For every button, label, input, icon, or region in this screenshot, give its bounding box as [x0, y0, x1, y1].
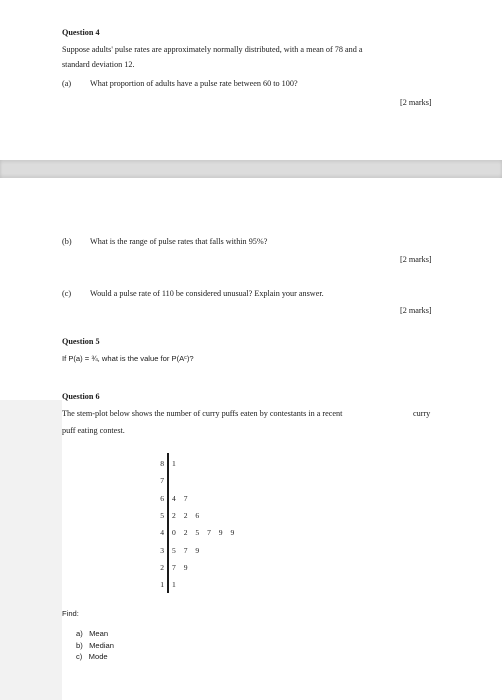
stemplot-row	[152, 542, 272, 559]
question-6-line1: The stem-plot below shows the number of curry puffs eaten by contestants in a recent	[62, 409, 343, 418]
question-5-title: Question 5	[62, 337, 100, 346]
stemplot-leaves: 7 9	[172, 562, 191, 572]
question-4a-marks: [2 marks]	[400, 98, 432, 107]
find-list	[76, 628, 114, 663]
stemplot-row	[152, 524, 272, 541]
stemplot-row	[152, 455, 272, 472]
question-6-line2: puff eating contest.	[62, 426, 125, 435]
stemplot-leaves: 1	[172, 459, 179, 468]
stemplot-leaves: 5 7 9	[172, 545, 203, 555]
stemplot-leaves: 2 2 6	[172, 510, 203, 520]
left-margin-band	[0, 400, 62, 700]
stemplot-leaves: 1	[172, 580, 179, 590]
question-4b-text: What is the range of pulse rates that falls within 95%?	[90, 237, 268, 246]
question-4c-label: (c)	[62, 289, 72, 298]
stemplot-row	[152, 507, 272, 524]
stemplot-stem: 7	[160, 476, 164, 486]
question-5-text: If P(a) = ¾, what is the value for P(Aᶜ)?	[62, 354, 194, 363]
find-item-mode: c) Mode	[76, 652, 108, 661]
find-label: Find:	[62, 609, 79, 618]
stemplot-stem: 5	[160, 510, 164, 520]
question-6-title: Question 6	[62, 392, 100, 401]
page-separator	[0, 160, 502, 178]
question-4a-label: (a)	[62, 79, 72, 88]
question-4c-marks: [2 marks]	[400, 306, 432, 315]
stemplot-row	[152, 490, 272, 507]
question-4c-text: Would a pulse rate of 110 be considered unusual? Explain your answer.	[90, 289, 324, 298]
question-4-intro-line1: Suppose adults' pulse rates are approximately normally distributed, with a mean of 78 and a	[62, 45, 363, 54]
question-4a-text: What proportion of adults have a pulse rate between 60 to 100?	[90, 79, 298, 88]
stemplot-stem: 3	[160, 545, 164, 555]
stemplot-stem: 4	[160, 528, 164, 538]
stemplot-stem: 8	[160, 459, 164, 468]
find-item-median: b) Median	[76, 640, 114, 650]
stemplot-row	[152, 559, 272, 576]
stemplot-stem: 2	[160, 562, 164, 572]
stemplot-leaves: 0 2 5 7 9 9	[172, 528, 238, 538]
stemplot-row	[152, 472, 272, 489]
question-4-intro-line2: standard deviation 12.	[62, 60, 135, 69]
stemplot-leaves: 4 7	[172, 493, 191, 503]
stemplot-stem: 6	[160, 493, 164, 503]
question-6-line1-tail: curry	[413, 409, 431, 418]
stemplot-stem: 1	[160, 580, 164, 590]
find-item-mean: a) Mean	[76, 629, 109, 638]
question-4-title: Question 4	[62, 28, 100, 37]
stemplot-row	[152, 576, 272, 593]
question-4b-label: (b)	[62, 237, 72, 246]
question-4b-marks: [2 marks]	[400, 255, 432, 264]
